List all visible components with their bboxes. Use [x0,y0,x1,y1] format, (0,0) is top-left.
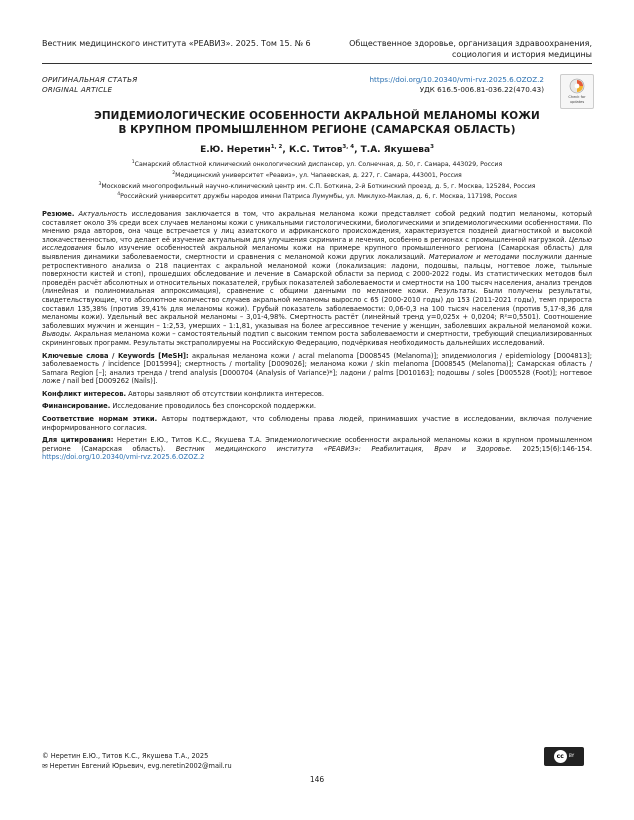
author-2-affil: 3, 4 [342,144,355,150]
page-footer [42,751,232,771]
check-updates-icon [569,78,585,94]
license-label: BY [568,754,575,759]
ethics-paragraph: Соответствие нормам этики. Авторы подтверждают, что соблюдены права людей, принимавших участие в исследовании, включая получение информированного согласия. [42,415,592,432]
author-list: Е.Ю. Неретин$^{1, 2}$, К.С. Титов$^{3, 4}$, Т.А. Якушева$^3$ [200,144,434,155]
title-line-1: ЭПИДЕМИОЛОГИЧЕСКИЕ ОСОБЕННОСТИ АКРАЛЬНОЙ МЕЛАНОМЫ КОЖИ [94,110,540,122]
running-header-journal: Вестник медицинского института «РЕАВИЗ». 2025. Том 15. № 6 [42,39,311,48]
header-divider [42,63,592,64]
article-identifiers [370,75,545,95]
badge-text-2: updates [569,100,585,104]
contact-line: ✉ Неретин Евгений Юрьевич, evg.neretin2002@mail.ru [42,762,232,770]
affiliations [42,159,592,202]
cc-license-badge[interactable] [544,747,584,766]
copyright-line: © Неретин Е.Ю., Титов К.С., Якушева Т.А., 2025 [42,752,209,760]
udk-code: УДК 616.5-006.81-036.22(470.43) [419,85,544,94]
author-2: К.С. Титов [288,145,343,155]
cc-icon: cc [554,750,567,763]
running-header-section [342,38,592,60]
affiliation-2: $^2$Медицинский университет «Реавиз», ул. Чапаевская, д. 227, г. Самара, 443001, Россия [172,170,462,179]
section-line-2: социология и история медицины [451,50,592,59]
title-line-2: В КРУПНОМ ПРОМЫШЛЕННОМ РЕГИОНЕ (САМАРСКАЯ ОБЛАСТЬ) [118,124,516,136]
abstract-paragraph: Резюме. Актуальность исследования заключается в том, что акральная меланома кожи представляет собой редкий подтип меланомы, который составляет около 3% среди всех случаев меланомы кожи с уникальными гистологическими, биологическими и эпидемиологическими особенностями. По мнению ряда авторов, она чаще встречается у лиц азиатского и африканского происхождения, характеризуется поздней диагностикой и высокой злокачественностью, что делает её изучение актуальным для улучшения скрининга и лечения, особенно в регионах с промышленной нагрузкой. Целью исследования было изучение особенностей акральной меланомы кожи на примере крупного промышленного региона (Самарская область) для выявления динамики заболеваемости, смертности и сравнения с меланомой кожи других локализаций. Материалом и методами послужили данные ретроспективного анализа о 218 пациентах с акральной меланомой кожи (локализация: ладони, подошвы, пальцы, ногтевое ложе, тыльные поверхности кистей и стоп), прошедших обследование и лечение в Самарской области за период с 2000-2022 годы. Из статистических методов был проведён расчёт абсолютных и относительных показателей, грубых показателей заболеваемости и смертности на 100 тысяч населения, анализ трендов (линейная и полиномиальная аппроксимация), сравнение с общими данными по меланоме кожи. Результаты. Были получены результаты, свидетельствующие, что абсолютное количество случаев акральной меланомы выросло с 65 (2000-2010 годы) до 153 (2011-2021 годы), темп прироста составил 135,38% (против 39,41% для меланомы кожи). Грубый показатель заболеваемости: 0,06-0,3 на 100 тысяч населения (против 5,17-8,36 для меланомы кожи). Удельный вес акральной меланомы – 3,01-4,98%. Смертность растёт (линейный тренд y=0,025x + 0,0204; R²=0,5501). Соотношение заболевших мужчин и женщин – 1:2,53, умерших – 1:1,81, указывая на более агрессивное течение у женщин, заболевших акральной меланомой кожи. Выводы. Акральная меланома кожи – самостоятельный подтип с высоким темпом роста заболеваемости и смертности, требующий специализированных скрининговых программ. Результаты экстраполируемы на Российскую Федерацию, подчёркивая необходимость дальнейших исследований. [42,210,592,347]
article-type [42,75,137,95]
abstract-block [42,210,592,466]
check-for-updates-badge[interactable] [560,74,594,109]
funding-paragraph: Финансирование. Исследование проводилось без спонсорской поддержки. [42,402,316,411]
badge-text-1: Check for [568,95,586,99]
article-type-en: ORIGINAL ARTICLE [42,85,113,94]
keywords-paragraph: Ключевые слова / Keywords [MeSH]: акральная меланома кожи / acral melanoma [D008545 (Melanoma)]; эпидемиология / epidemiology [D004813]; заболеваемость / incidence [D015994]; смертность / mortality [D009026]; меланома кожи / skin melanoma [D008545 (Melanoma)]; Самарская область / Samara Region [–]; анализ тренда / trend analysis [D000704 (Analysis of Variance)*]; ладони / palms [D010163]; подошвы / soles [D005528 (Foot)]; ногтевое ложе / nail bed [D009262 (Nails)]. [42,351,592,386]
article-title [60,109,574,137]
author-1-affil: 1, 2 [270,144,283,150]
affiliation-4: $^4$Российский университет дружбы народов имени Патриса Лумумбы, ул. Миклухо-Маклая, д. 6, г. Москва, 117198, Россия [117,192,517,201]
doi-link[interactable]: https://doi.org/10.20340/vmi-rvz.2025.6.OZOZ.2 [369,75,544,84]
section-line-1: Общественное здоровье, организация здравоохранения, [349,39,592,48]
author-1: Е.Ю. Неретин [200,145,271,155]
citation-paragraph: Для цитирования: Неретин Е.Ю., Титов К.С., Якушева Т.А. Эпидемиологические особенности акральной меланомы кожи в крупном промышленном регионе (Самарская область). Вестник медицинского института «РЕАВИЗ»: Реабилитация, Врач и Здоровье. 2025;15(6):146-154. https://doi.org/10.20340/vmi-rvz.2025.6.OZOZ.2 [42,436,593,462]
author-3-affil: 3 [430,144,434,150]
affiliation-3: $^3$Московский многопрофильный научно-клинический центр им. С.П. Боткина, 2-й Боткинский проезд, д. 5, г. Москва, 125284, Россия [98,181,536,190]
page-number: 146 [309,775,325,784]
affiliation-1: $^1$Самарский областной клинический онкологический диспансер, ул. Солнечная, д. 50, г. Самара, 443029, Россия [131,160,503,169]
citation-doi-link[interactable]: https://doi.org/10.20340/vmi-rvz.2025.6.OZOZ.2 [42,453,205,462]
article-type-ru: ОРИГИНАЛЬНАЯ СТАТЬЯ [42,75,138,84]
author-3: Т.А. Якушева [360,145,431,155]
conflict-paragraph: Конфликт интересов. Авторы заявляют об отсутствии конфликта интересов. [42,389,324,398]
